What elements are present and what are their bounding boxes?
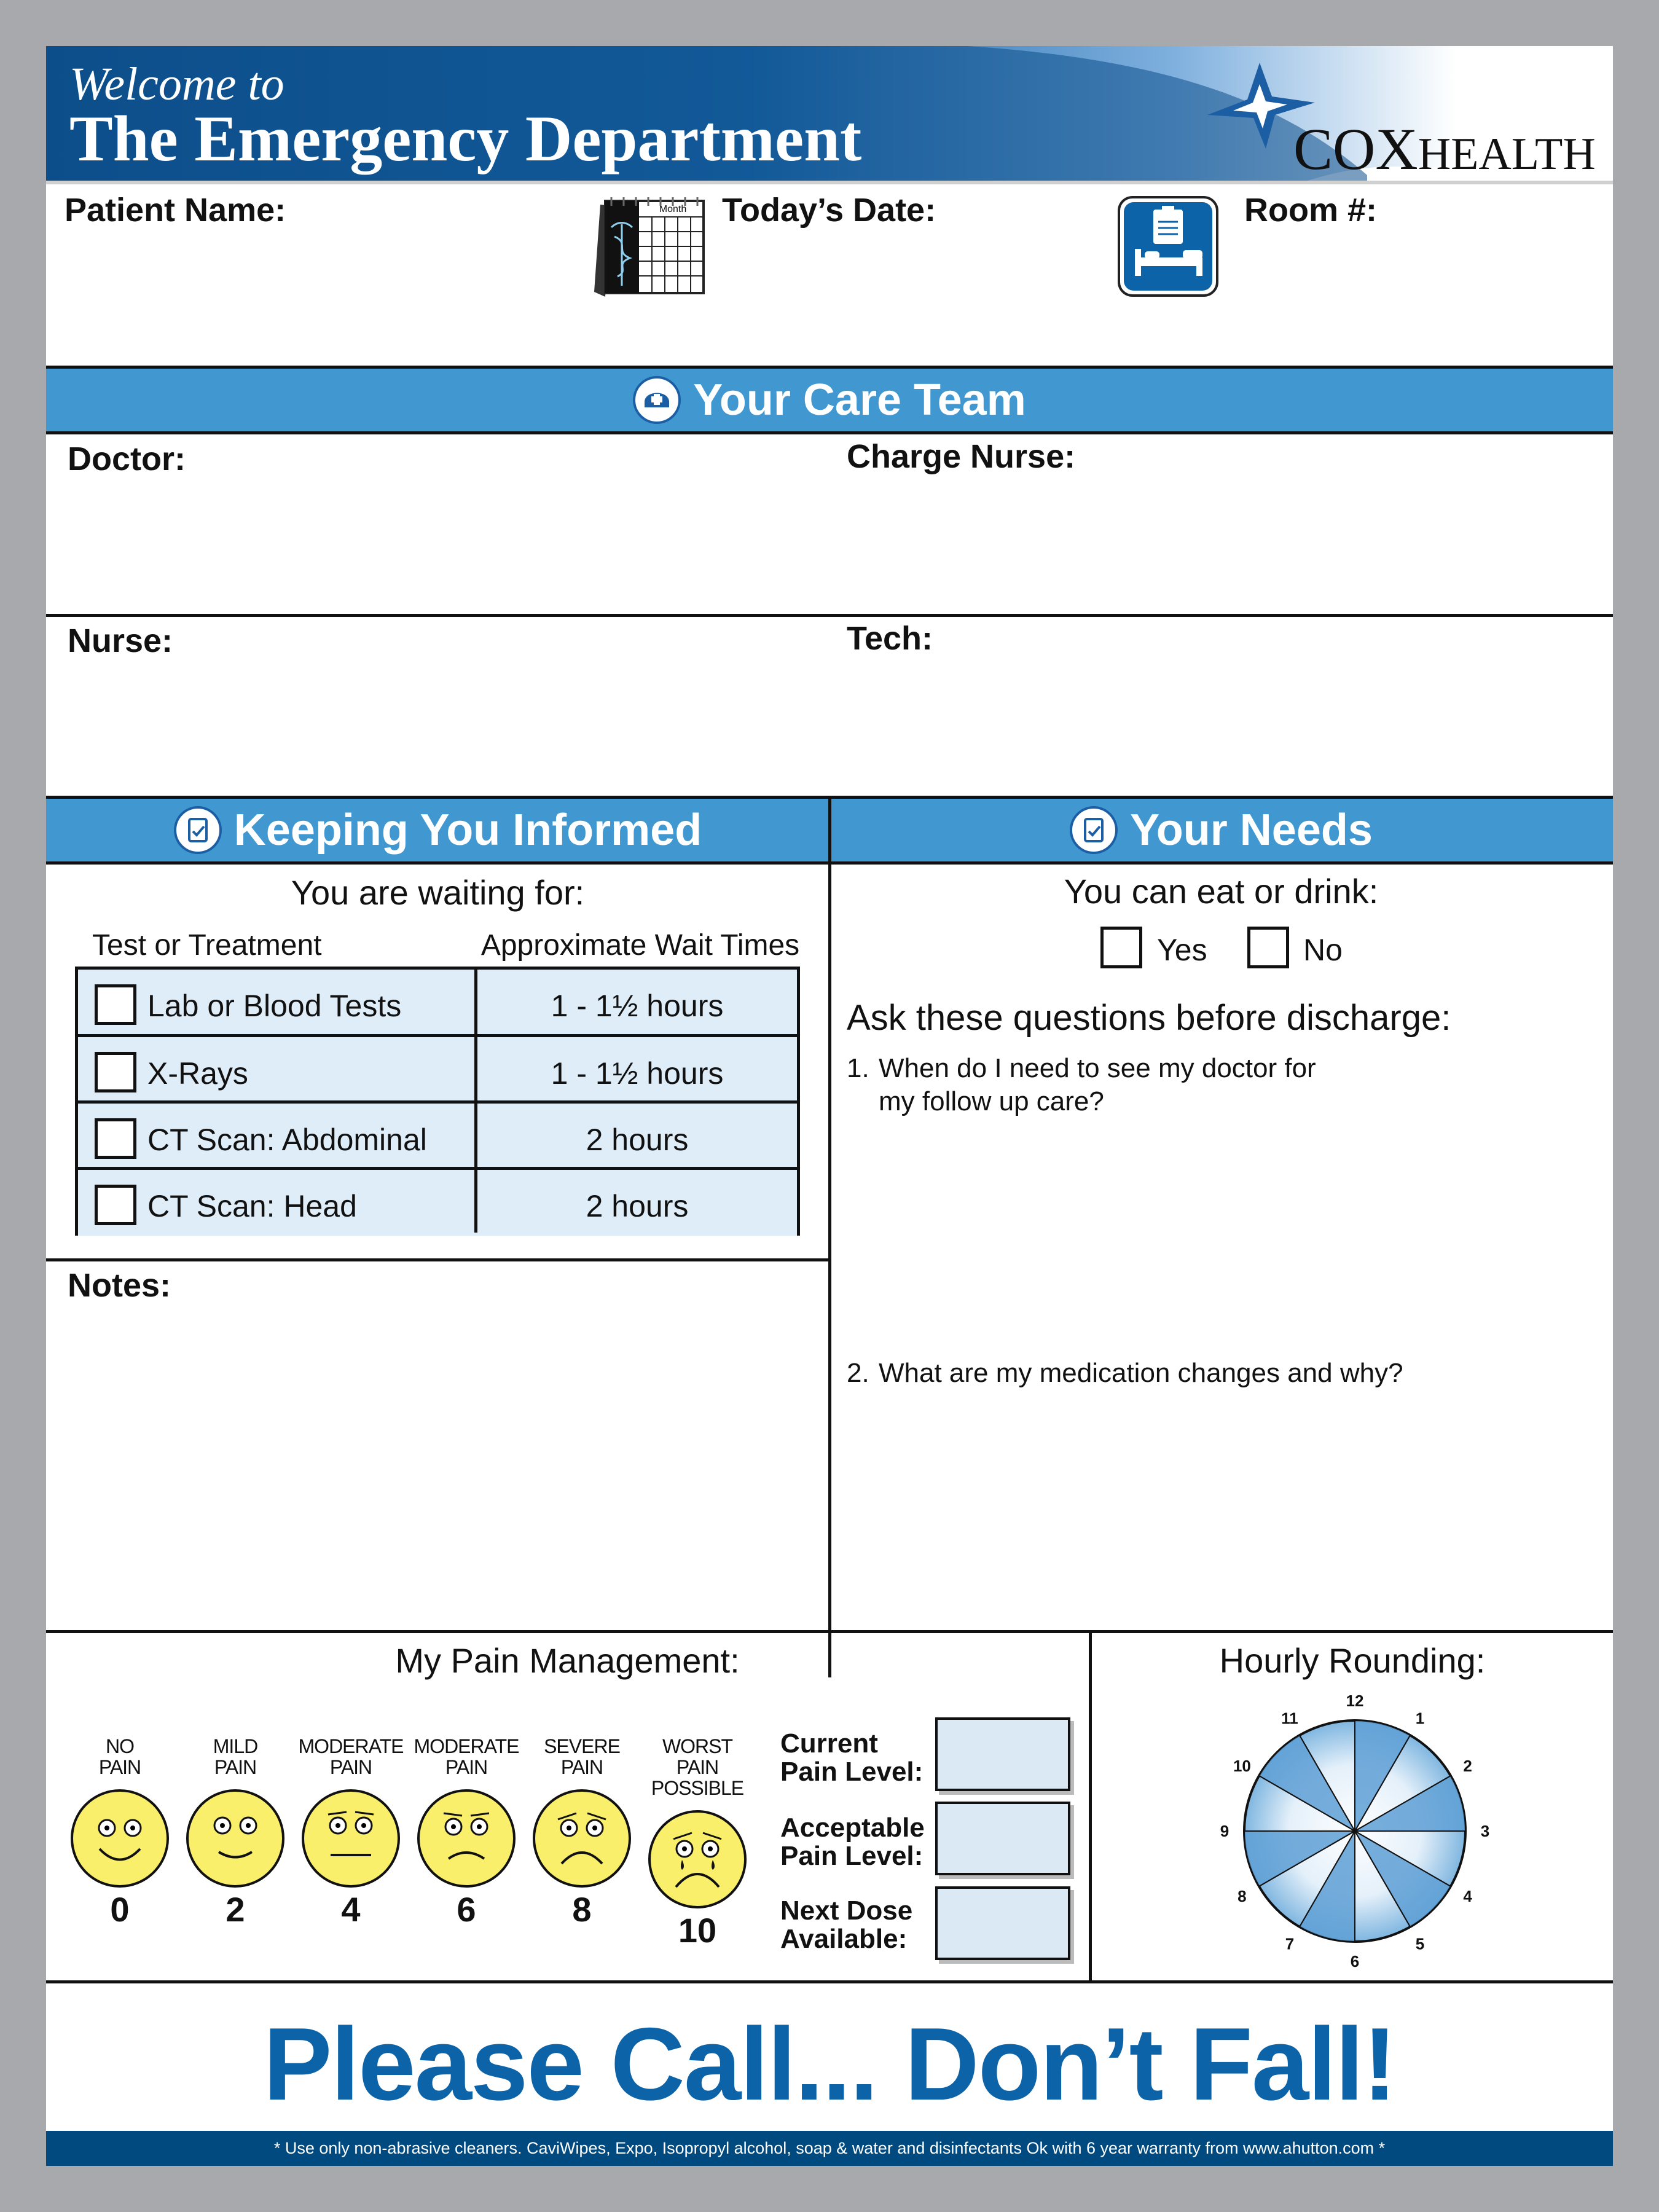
svg-text:Month: Month bbox=[659, 204, 687, 214]
clock-hour-label: 12 bbox=[1346, 1692, 1364, 1710]
column-divider bbox=[1089, 1630, 1092, 1980]
moderate-pain-frown-face-icon bbox=[415, 1787, 517, 1889]
waiting-for-heading: You are waiting for: bbox=[291, 873, 585, 912]
mild-pain-face-icon bbox=[184, 1787, 286, 1889]
patient-name-label: Patient Name: bbox=[65, 192, 286, 229]
cleaning-footer: * Use only non-abrasive cleaners. CaviWipes, Expo, Isopropyl alcohol, soap & water and disinfectants Ok with 6 year warranty from www.ahutton.com * bbox=[46, 2131, 1613, 2166]
worst-pain-face-icon bbox=[646, 1808, 748, 1910]
current-pain-field[interactable] bbox=[935, 1717, 1070, 1791]
col-divider bbox=[474, 970, 477, 1233]
moderate-pain-face-icon bbox=[300, 1787, 402, 1889]
yes-checkbox[interactable] bbox=[1100, 927, 1142, 968]
clock-hour-label: 11 bbox=[1281, 1709, 1298, 1728]
pain-value: 10 bbox=[678, 1911, 717, 1950]
needs-title: Your Needs bbox=[1130, 806, 1373, 855]
divider bbox=[46, 796, 1613, 799]
clipboard-icon bbox=[174, 806, 222, 854]
question-2-line-1: What are my medication changes and why? bbox=[879, 1358, 1403, 1388]
clock-hour-label: 6 bbox=[1350, 1952, 1360, 1969]
clock-hour-label: 4 bbox=[1463, 1887, 1472, 1905]
eat-drink-heading: You can eat or drink: bbox=[1064, 872, 1379, 911]
ct-head-checkbox[interactable] bbox=[95, 1185, 136, 1225]
clock-hour-label: 10 bbox=[1233, 1757, 1251, 1775]
clock-hour-label: 5 bbox=[1415, 1934, 1425, 1953]
test-name: CT Scan: Head bbox=[147, 1189, 357, 1223]
pain-value: 8 bbox=[572, 1890, 592, 1929]
test-name: CT Scan: Abdominal bbox=[147, 1123, 427, 1157]
x-rays-checkbox[interactable] bbox=[95, 1052, 136, 1092]
yes-label: Yes bbox=[1157, 933, 1207, 967]
discharge-questions-heading: Ask these questions before discharge: bbox=[847, 998, 1451, 1038]
question-1-line-1: When do I need to see my doctor for bbox=[879, 1053, 1316, 1083]
test-name: Lab or Blood Tests bbox=[147, 989, 402, 1023]
care-team-title: Your Care Team bbox=[693, 375, 1026, 425]
informed-title: Keeping You Informed bbox=[233, 806, 702, 855]
pain-face-10[interactable]: WORST PAIN POSSIBLE 10 bbox=[636, 1736, 759, 1948]
clock-hour-label: 3 bbox=[1480, 1822, 1490, 1840]
wait-times-table bbox=[75, 967, 800, 1236]
row-divider bbox=[78, 1034, 797, 1037]
divider bbox=[46, 1630, 1613, 1633]
pain-value: 4 bbox=[341, 1890, 361, 1929]
pain-scale bbox=[58, 1735, 759, 1950]
pain-face-0[interactable]: NO PAIN 0 bbox=[58, 1736, 181, 1927]
next-dose-field[interactable] bbox=[935, 1886, 1070, 1960]
charge-nurse-label: Charge Nurse: bbox=[847, 438, 1076, 475]
row-divider bbox=[78, 1167, 797, 1170]
hourly-rounding-heading: Hourly Rounding: bbox=[1219, 1641, 1486, 1680]
divider bbox=[46, 1258, 830, 1261]
whiteboard bbox=[46, 46, 1613, 2166]
no-pain-face-icon bbox=[69, 1787, 171, 1889]
test-name: X-Rays bbox=[147, 1056, 248, 1091]
clipboard-check-icon bbox=[1070, 806, 1118, 854]
no-checkbox[interactable] bbox=[1247, 927, 1289, 968]
tech-label: Tech: bbox=[847, 620, 933, 657]
header-banner bbox=[46, 46, 1613, 187]
question-1-line-2: my follow up care? bbox=[879, 1086, 1104, 1116]
room-bed-icon bbox=[1115, 194, 1221, 299]
clock-hour-label: 1 bbox=[1415, 1709, 1425, 1728]
current-pain-label: Current Pain Level: bbox=[780, 1728, 924, 1787]
wait-time: 1 - 1½ hours bbox=[551, 989, 724, 1023]
lab-tests-checkbox[interactable] bbox=[95, 984, 136, 1025]
table-row bbox=[78, 1170, 797, 1236]
question-1-number: 1. bbox=[847, 1053, 869, 1083]
clock-hour-label: 7 bbox=[1285, 1934, 1295, 1953]
pain-face-4[interactable]: MODERATE PAIN 4 bbox=[289, 1736, 412, 1927]
pain-management-heading: My Pain Management: bbox=[395, 1641, 740, 1680]
severe-pain-face-icon bbox=[531, 1787, 633, 1889]
doctor-label: Doctor: bbox=[68, 441, 186, 477]
pain-value: 2 bbox=[226, 1890, 245, 1929]
clock-hour-label: 8 bbox=[1237, 1887, 1247, 1905]
nurse-cap-icon bbox=[633, 376, 681, 424]
no-label: No bbox=[1303, 933, 1343, 967]
divider bbox=[46, 1980, 1613, 1983]
todays-date-label: Today’s Date: bbox=[722, 192, 936, 229]
row-divider bbox=[78, 1100, 797, 1104]
column-divider bbox=[828, 796, 831, 1677]
test-column-header: Test or Treatment bbox=[92, 929, 322, 962]
pain-value: 6 bbox=[457, 1890, 476, 1929]
calendar-icon bbox=[587, 194, 710, 298]
acceptable-pain-label: Acceptable Pain Level: bbox=[780, 1813, 925, 1871]
question-2-number: 2. bbox=[847, 1358, 869, 1388]
table-row bbox=[78, 970, 797, 1035]
wait-column-header: Approximate Wait Times bbox=[480, 929, 800, 962]
room-number-label: Room #: bbox=[1244, 192, 1377, 229]
please-call-callout: Please Call... Don’t Fall! bbox=[263, 2006, 1396, 2122]
notes-label: Notes: bbox=[68, 1267, 171, 1304]
care-team-band bbox=[46, 366, 1613, 434]
pain-face-2[interactable]: MILD PAIN 2 bbox=[174, 1736, 297, 1927]
clock-hour-label: 9 bbox=[1220, 1822, 1230, 1840]
wait-time: 1 - 1½ hours bbox=[551, 1056, 724, 1091]
pain-value: 0 bbox=[110, 1890, 130, 1929]
coxhealth-wordmark: COXHEALTH bbox=[1293, 116, 1596, 182]
nurse-label: Nurse: bbox=[68, 622, 173, 659]
department-title: The Emergency Department bbox=[69, 103, 862, 175]
pain-face-8[interactable]: SEVERE PAIN 8 bbox=[520, 1736, 643, 1927]
wait-time: 2 hours bbox=[586, 1123, 689, 1157]
table-row bbox=[78, 1104, 797, 1169]
next-dose-label: Next Dose Available: bbox=[780, 1896, 913, 1954]
table-row bbox=[78, 1037, 797, 1103]
hourly-rounding-clock[interactable] bbox=[1214, 1687, 1496, 1969]
wait-time: 2 hours bbox=[586, 1189, 689, 1223]
welcome-text: Welcome to bbox=[69, 58, 284, 110]
acceptable-pain-field[interactable] bbox=[935, 1802, 1070, 1875]
ct-abdominal-checkbox[interactable] bbox=[95, 1118, 136, 1159]
clock-hour-label: 2 bbox=[1463, 1757, 1472, 1775]
pain-face-6[interactable]: MODERATE PAIN 6 bbox=[405, 1736, 528, 1927]
divider bbox=[46, 614, 1613, 617]
